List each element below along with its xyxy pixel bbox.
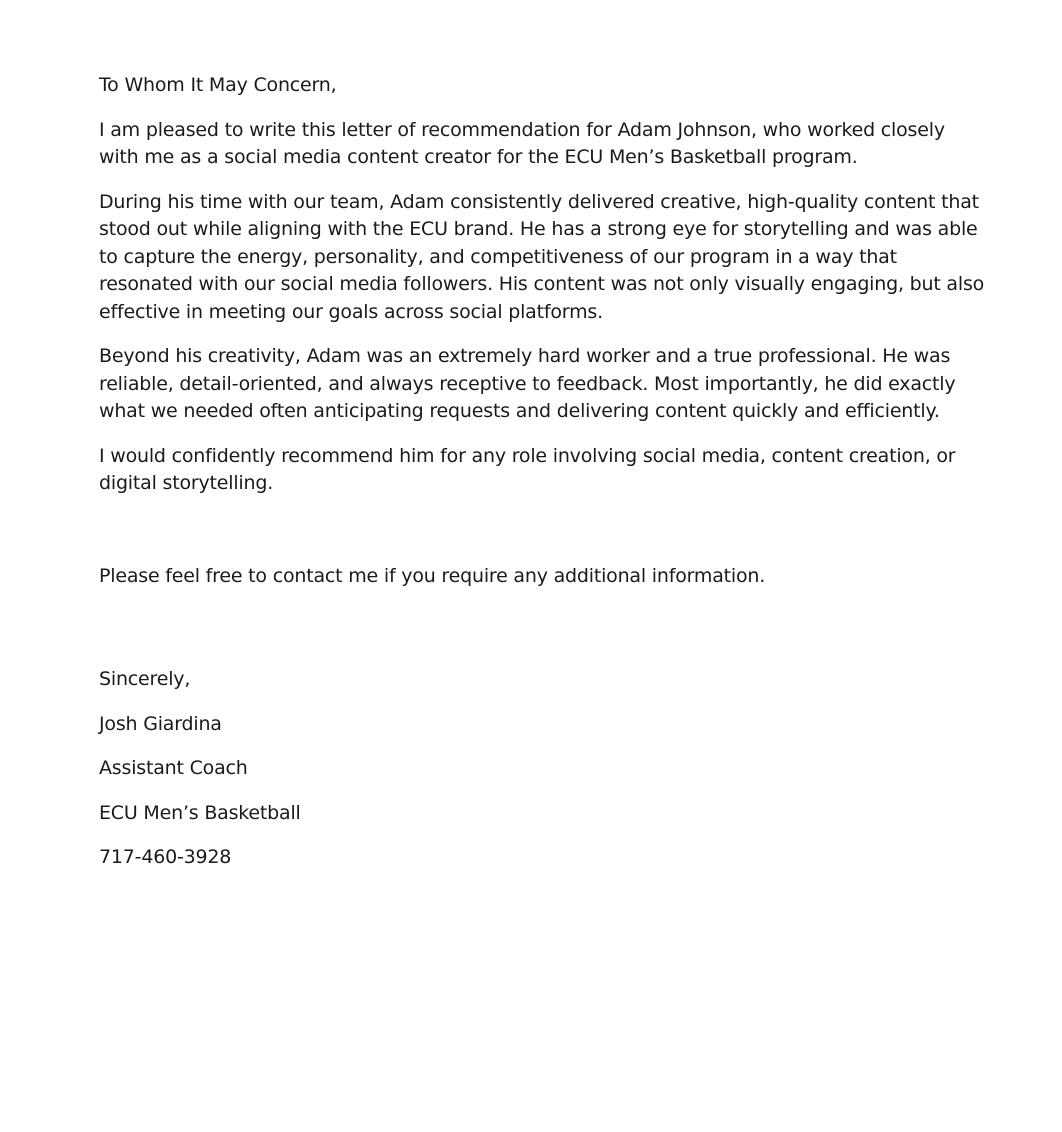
contact-note: Please feel free to contact me if you require any additional information. — [99, 564, 766, 587]
salutation: To Whom It May Concern, — [99, 74, 337, 96]
paragraph-work-ethic: Beyond his creativity, Adam was an extremely hard worker and a true professional. He was reliable, detail-oriented, and always receptive to feedback. Most importantly, he did exactly what we needed often anticipating requests and delivering content quickly and efficiently. — [99, 345, 956, 422]
paragraph-recommendation: I would confidently recommend him for any role involving social media, content creation, or digital storytelling. — [99, 444, 956, 494]
signature-title: Assistant Coach — [99, 757, 248, 779]
signature-organization: ECU Men’s Basketball — [99, 801, 301, 824]
paragraph-intro: I am pleased to write this letter of recommendation for Adam Johnson, who worked closely with me as a social media content creator for the ECU Men’s Basketball program. — [99, 118, 945, 168]
closing: Sincerely, — [99, 668, 191, 690]
paragraph-content-quality: During his time with our team, Adam consistently delivered creative, high-quality content that stood out while aligning with the ECU brand. He has a strong eye for storytelling and was able to capture the energy, personality, and competitiveness of our program in a way that resonated with our social media followers. His content was not only visually engaging, but also effective in meeting our goals across social platforms. — [99, 190, 985, 323]
letter-body — [99, 72, 989, 889]
signature-name: Josh Giardina — [99, 712, 222, 735]
signature-phone: 717-460-3928 — [99, 846, 232, 868]
